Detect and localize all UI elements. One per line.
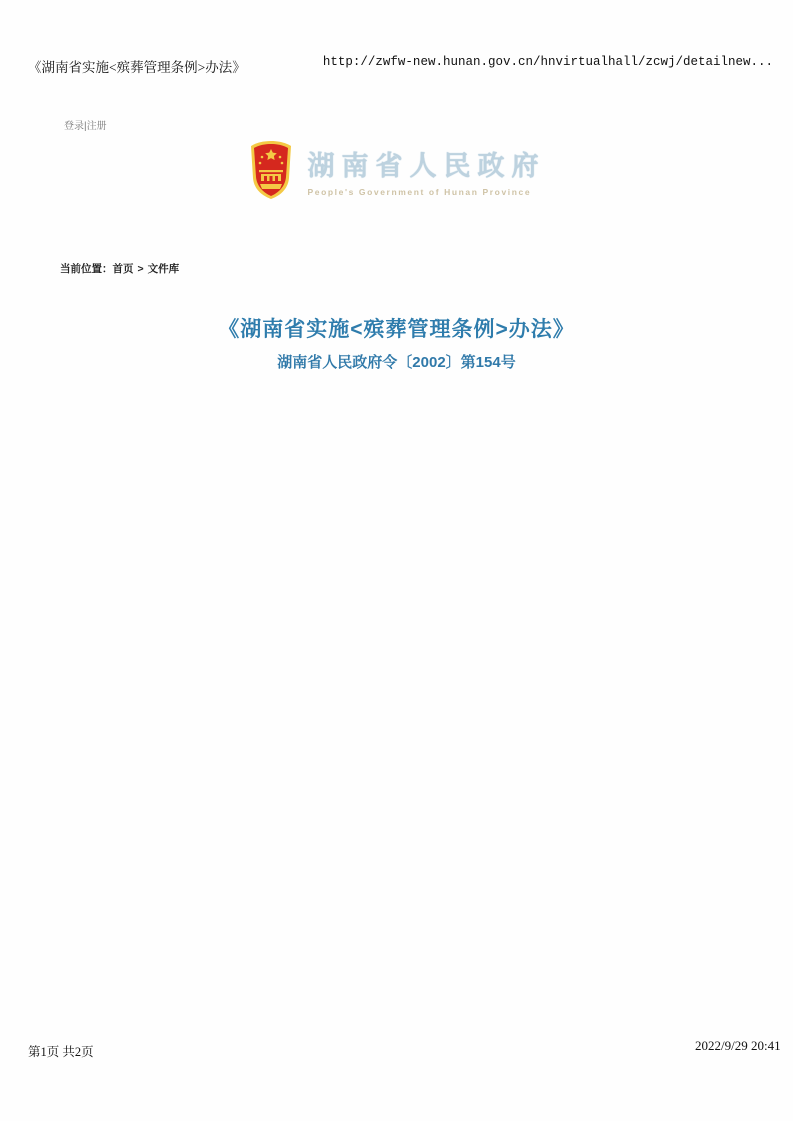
article-title: 《湖南省实施<殡葬管理条例>办法》 <box>218 318 575 341</box>
site-title-block <box>308 144 546 197</box>
login-register-link[interactable] <box>64 117 107 132</box>
article-decree-number: 湖南省人民政府令〔2002〕第154号 <box>277 354 516 371</box>
breadcrumb-separator: > <box>137 263 144 275</box>
print-footer-page-info: 第1页 共2页 <box>28 1045 94 1059</box>
login-link[interactable]: 登录 <box>64 121 84 132</box>
auth-divider: | <box>84 121 87 132</box>
national-emblem-icon <box>248 140 294 200</box>
breadcrumb-prefix: 当前位置： <box>60 263 113 275</box>
site-name: 湖南省人民政府 <box>307 150 546 181</box>
print-header-url: http://zwfw-new.hunan.gov.cn/hnvirtualhall/zcwj/detailnew... <box>322 55 773 69</box>
register-link[interactable]: 注册 <box>86 121 107 132</box>
site-name-english: People's Government of Hunan Province <box>307 186 532 197</box>
masthead <box>0 140 793 200</box>
print-header-doc-title: 《湖南省实施<殡葬管理条例>办法》 <box>28 60 246 75</box>
breadcrumb-current: 文件库 <box>147 263 180 275</box>
print-footer-timestamp: 2022/9/29 20:41 <box>695 1038 781 1053</box>
breadcrumb-home-link[interactable]: 首页 <box>112 263 134 275</box>
utility-bar-left <box>64 117 107 132</box>
breadcrumb <box>60 261 179 276</box>
